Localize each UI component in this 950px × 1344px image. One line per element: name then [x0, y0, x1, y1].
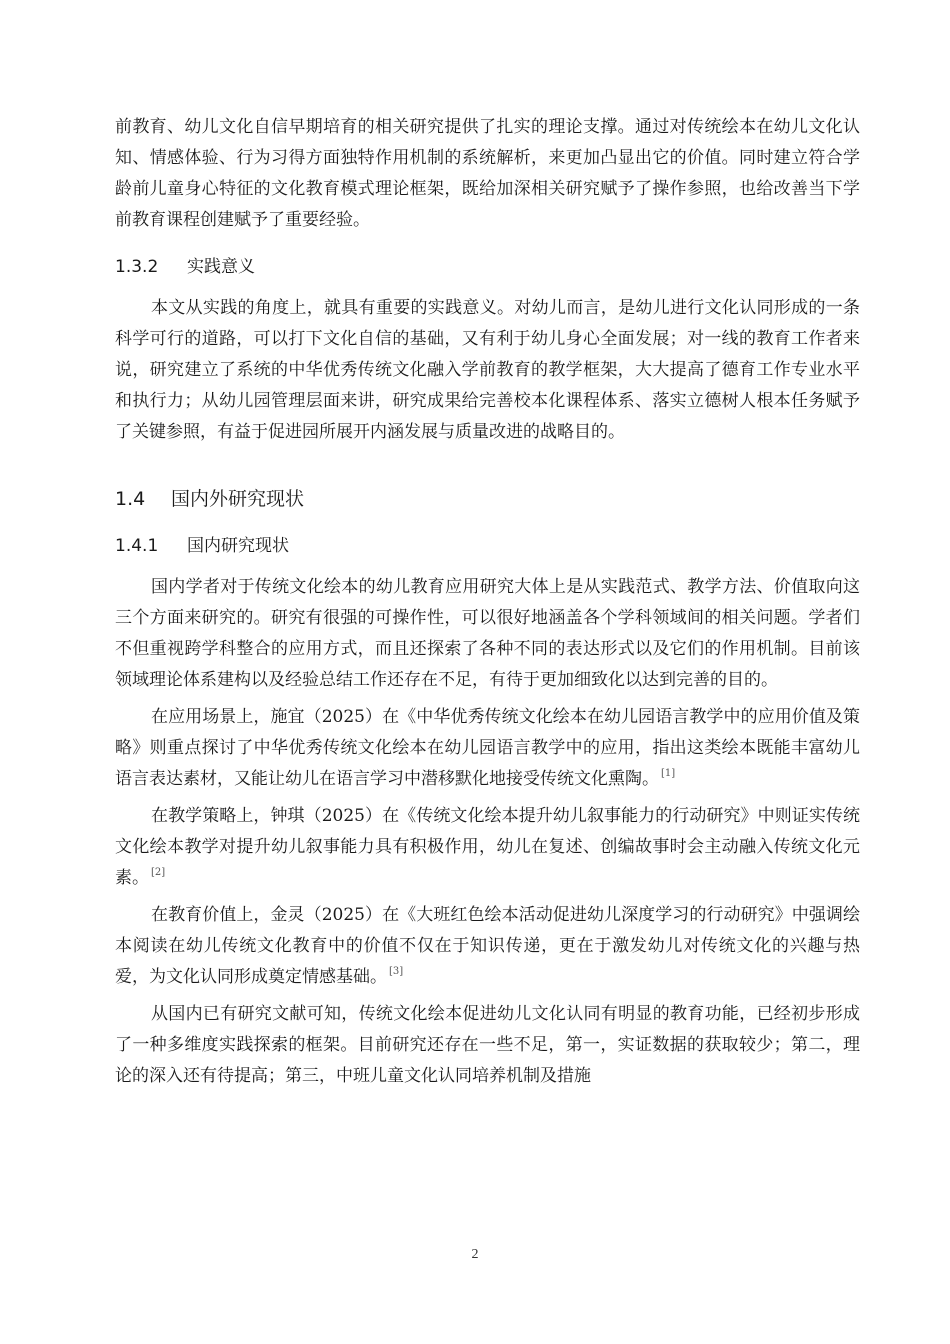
heading-1-3-2 — [115, 252, 860, 283]
paragraph-application — [115, 702, 860, 795]
heading-title: 实践意义 — [187, 257, 255, 277]
citation-ref[interactable]: [1] — [661, 768, 676, 779]
paragraph-summary: 从国内已有研究文献可知，传统文化绘本促进幼儿文化认同有明显的教育功能，已经初步形成了一种多维度实践探索的框架。目前研究还存在一些不足，第一，实证数据的获取较少；第二，理论的深入还有待提高；第三，中班儿童文化认同培养机制及措施 — [115, 1004, 860, 1086]
heading-number: 1.3.2 — [115, 257, 159, 277]
heading-number: 1.4.1 — [115, 536, 159, 556]
paragraph-strategy — [115, 801, 860, 894]
page-body — [115, 112, 860, 1098]
heading-number: 1.4 — [115, 488, 146, 510]
heading-title: 国内研究现状 — [187, 536, 289, 556]
paragraph-text: 在应用场景上，施宜（2025）在《中华优秀传统文化绘本在幼儿园语言教学中的应用价值及策略》则重点探讨了中华优秀传统文化绘本在幼儿园语言教学中的应用，指出这类绘本既能丰富幼儿语言表达素材，又能让幼儿在语言学习中潜移默化地接受传统文化熏陶。 — [115, 707, 860, 789]
citation-ref[interactable]: [2] — [151, 867, 166, 878]
heading-title: 国内外研究现状 — [171, 488, 305, 510]
citation-ref[interactable]: [3] — [389, 966, 404, 977]
paragraph-theory-cont: 前教育、幼儿文化自信早期培育的相关研究提供了扎实的理论支撑。通过对传统绘本在幼儿文化认知、情感体验、行为习得方面独特作用机制的系统解析，来更加凸显出它的价值。同时建立符合学龄前儿童身心特征的文化教育模式理论框架，既给加深相关研究赋予了操作参照，也给改善当下学前教育课程创建赋予了重要经验。 — [115, 117, 860, 230]
heading-1-4 — [115, 484, 860, 515]
paragraph-text: 在教学策略上，钟琪（2025）在《传统文化绘本提升幼儿叙事能力的行动研究》中则证实传统文化绘本教学对提升幼儿叙事能力具有积极作用，幼儿在复述、创编故事时会主动融入传统文化元素。 — [115, 806, 860, 888]
heading-1-4-1 — [115, 531, 860, 562]
page-number: 2 — [471, 1247, 479, 1262]
paragraph-value — [115, 900, 860, 993]
paragraph-text: 在教育价值上，金灵（2025）在《大班红色绘本活动促进幼儿深度学习的行动研究》中强调绘本阅读在幼儿传统文化教育中的价值不仅在于知识传递，更在于激发幼儿对传统文化的兴趣与热爱，为文化认同形成奠定情感基础。 — [115, 905, 860, 987]
paragraph-practice: 本文从实践的角度上，就具有重要的实践意义。对幼儿而言，是幼儿进行文化认同形成的一条科学可行的道路，可以打下文化自信的基础，又有利于幼儿身心全面发展；对一线的教育工作者来说，研究建立了系统的中华优秀传统文化融入学前教育的教学框架，大大提高了德育工作专业水平和执行力；从幼儿园管理层面来讲，研究成果给完善校本化课程体系、落实立德树人根本任务赋予了关键参照，有益于促进园所展开内涵发展与质量改进的战略目的。 — [115, 298, 860, 442]
paragraph-domestic-overview: 国内学者对于传统文化绘本的幼儿教育应用研究大体上是从实践范式、教学方法、价值取向这三个方面来研究的。研究有很强的可操作性，可以很好地涵盖各个学科领域间的相关问题。学者们不但重视跨学科整合的应用方式，而且还探索了各种不同的表达形式以及它们的作用机制。目前该领域理论体系建构以及经验总结工作还存在不足，有待于更加细致化以达到完善的目的。 — [115, 577, 860, 690]
